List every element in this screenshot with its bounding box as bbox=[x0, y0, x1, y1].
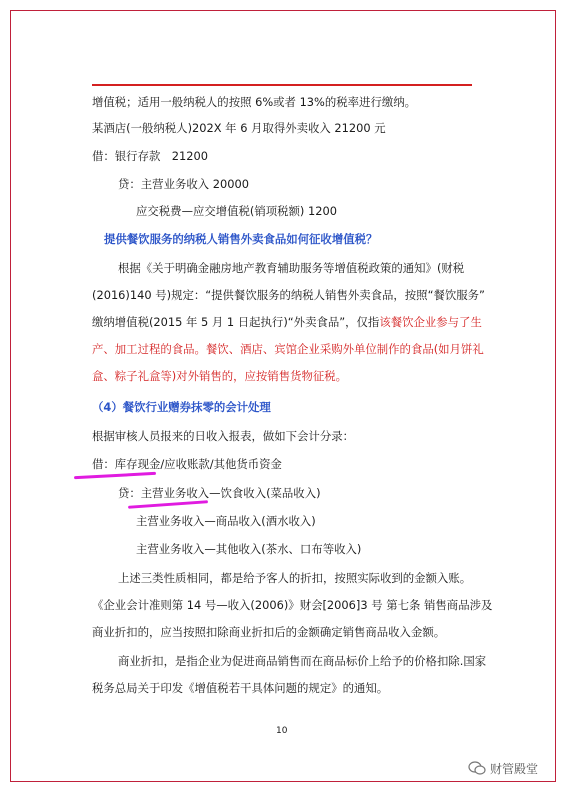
journal-debit-cash: 借：库存现金/应收账款/其他货币资金 bbox=[92, 457, 282, 471]
wechat-icon bbox=[468, 761, 486, 775]
page-number: 10 bbox=[276, 726, 288, 736]
header-rule bbox=[92, 84, 472, 86]
paragraph-4-line-1: 《企业会计准则第 14 号—收入(2006)》财会[2006]3 号 第七条 销售商品涉及 bbox=[92, 598, 493, 612]
paragraph-1-line-4: 产、加工过程的食品。餐饮、酒店、宾馆企业采购外单位制作的食品(如月饼礼 bbox=[92, 342, 484, 356]
paragraph-1-line-3-red: 该餐饮企业参与了生 bbox=[379, 315, 482, 329]
paragraph-5-line-1: 商业折扣，是指企业为促进商品销售而在商品标价上给予的价格扣除.国家 bbox=[118, 654, 487, 668]
paragraph-1-line-1: 根据《关于明确金融房地产教育辅助服务等增值税政策的通知》(财税 bbox=[118, 261, 465, 275]
paragraph-1-line-3-black: 缴纳增值税(2015 年 5 月 1 日起执行)“外卖食品”，仅指 bbox=[92, 315, 380, 329]
journal-credit-vat: 应交税费—应交增值税(销项税额) 1200 bbox=[136, 204, 337, 218]
text-line-2: 某酒店(一般纳税人)202X 年 6 月取得外卖收入 21200 元 bbox=[92, 121, 386, 135]
section-heading-takeout: 提供餐饮服务的纳税人销售外卖食品如何征收增值税？ bbox=[104, 232, 378, 246]
journal-credit-drinks: 主营业务收入—商品收入(酒水收入) bbox=[136, 514, 316, 528]
paragraph-5-line-2: 税务总局关于印发《增值税若干具体问题的规定》的通知。 bbox=[92, 681, 389, 695]
journal-credit-revenue: 贷：主营业务收入 20000 bbox=[118, 177, 249, 191]
paragraph-2: 根据审核人员报来的日收入报表，做如下会计分录： bbox=[92, 429, 354, 443]
journal-credit-food: 贷：主营业务收入—饮食收入(菜品收入) bbox=[118, 486, 321, 500]
text-line-1: 增值税；适用一般纳税人的按照 6%或者 13%的税率进行缴纳。 bbox=[92, 95, 417, 109]
section-heading-discount: （4）餐饮行业赠券抹零的会计处理 bbox=[92, 400, 271, 414]
watermark bbox=[468, 760, 538, 777]
paragraph-4-line-2: 商业折扣的，应当按照扣除商业折扣后的金额确定销售商品收入金额。 bbox=[92, 625, 446, 639]
journal-credit-other: 主营业务收入—其他收入(茶水、口布等收入) bbox=[136, 542, 362, 556]
paragraph-3: 上述三类性质相同，都是给予客人的折扣，按照实际收到的金额入账。 bbox=[118, 571, 472, 585]
paragraph-1-line-3 bbox=[92, 314, 482, 330]
journal-debit-bank: 借：银行存款 21200 bbox=[92, 149, 208, 163]
paragraph-1-line-5: 盒、粽子礼盒等)对外销售的，应按销售货物征税。 bbox=[92, 369, 348, 383]
watermark-text: 财管殿堂 bbox=[490, 762, 539, 776]
paragraph-1-line-2: (2016)140 号)规定：“提供餐饮服务的纳税人销售外卖食品，按照“餐饮服务” bbox=[92, 288, 485, 302]
